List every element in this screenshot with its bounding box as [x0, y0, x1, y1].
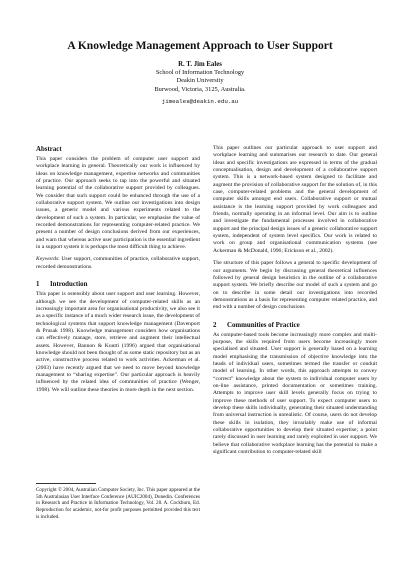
footnote-rule — [36, 483, 96, 484]
left-column — [36, 145, 200, 394]
copyright-notice: Copyright © 2004, Australian Computer Society, Inc. This paper appeared at the 5th Australasian User Interface Conference (AUIC2004), Dunedin. Conferences in Research and Practice in Information Technology, Vol. 28. A. Cockburn, Ed. Reproduction for academic, not-for profit purposes permitted provided this text is included. — [36, 487, 200, 520]
intro-paragraph: This paper outlines our particular approach to user support and workplace learning and summarises our research to date. Our general ideas and specific investigations are expressed in terms of the gradual conceptualisation, design and development of a collaborative support system. This is a network-based system designed to facilitate and augment the provision of collaborative support for the solution of, in this case, computer-related problems and the general development of computer skills amongst end users. Collaborative support or mutual assistance is the learning support provided by work colleagues and friends, normally operating in an informal level. Our aim is to outline and investigate the fundamental processes involved in collaborative support and the principal design issues of a generic collaborative support system, independent of system level specifics. Our work is related to work on group and organisational communication systems (see Ackerman & McDonald, 1996; Erickson et al., 2002). — [213, 145, 377, 254]
section-2-number: 2 — [213, 321, 217, 329]
paper-title: A Knowledge Management Approach to User Support — [67, 40, 333, 52]
right-column — [213, 145, 377, 456]
author-affiliation-1: School of Information Technology — [155, 69, 245, 77]
author-address: Burwood, Victoria, 3125, Australia. — [154, 85, 246, 93]
section-2-heading — [213, 321, 377, 330]
abstract-body: This paper considers the problem of computer user support and workplace learning in general. Theoretically our work is influenced by ideas on knowledge management, expertise networks and communities of practice. Our approach seeks to tap into the powerful and situated learning potential of the collaborative support provided by colleagues. We consider that such support could be enhanced through the use of a collaborative support system. We outline our investigations into design issues, a generic model and various experiments related to the development of such a system. In particular, we emphasise the value of recorded demonstrations for representing computer-related practice. We present a number of design conclusions derived from our experiences, and warn that whereas active user participation is the essential ingredient in a support system it is perhaps the most difficult thing to achieve. — [36, 156, 200, 251]
abstract-heading: Abstract — [36, 146, 62, 153]
keywords-text: : User support, communities of practice, collaborative support, recorded demonstrations. — [36, 256, 200, 270]
structure-paragraph: The structure of this paper follows a general to specific development of our arguments. We begin by discussing general theoretical influences followed by general design heuristics in the outline of a collaborative support system. We briefly describe our model of such a system and go on to describe in some detail our investigations into recorded demonstrations as a basis for representing computer related practice, and end with a number of design conclusions — [213, 260, 377, 311]
author-email: jimeales@deakin.edu.au — [161, 97, 239, 105]
section-1-number: 1 — [36, 281, 40, 289]
keywords-label: Keywords — [36, 256, 59, 263]
author-block — [60, 61, 340, 106]
section-2-title: Communities of Practice — [227, 321, 300, 329]
section-1-body: This paper is ostensibly about user support and user learning. However, although we see the development of computer-related skills as an increasingly important area for organisational productivity, we also see it as a specific instance of a much wider research issue, the development of technological systems that support knowledge management (Davenport & Prusak 1998). Knowledge management considers how organisations can effectively manage, store, retrieve and augment their intellectual assets. However, Bannon & Kuutti (1996) argued that organisational knowledge should not been thought of as some static repository but as an active, constructive process related to work activities. Ackerman et al. (2003) have recently argued that we need to move beyond knowledge management to “sharing expertise”. Our particular approach is heavily influenced by the related idea of communities of practice (Wenger, 1998). We will outline these theories in more depth in the next section. — [36, 291, 200, 393]
keywords — [36, 256, 200, 271]
section-1-title: Introduction — [50, 281, 88, 289]
section-1-heading — [36, 280, 200, 289]
author-name: R. T. Jim Eales — [178, 61, 222, 68]
author-affiliation-2: Deakin University — [176, 77, 224, 85]
section-2-body: As computer-based tools become increasingly more complex and multi-purpose, the skills required from users become increasingly more specialised and situated. User support is generally based on a learning model emphasising the transmission of objective knowledge into the heads of individual users, sometimes termed the transfer or conduit model of learning. In other words, this approach attempts to convey “correct” knowledge about the system to individual computer users by on-line assistance, printed documentation or sometimes training. Attempts to improve user skill levels generally focus on trying to improve these methods of user support. To expect computer users to develop these skills individually, generating their situated understanding from universal instruction is unrealistic. Of course, users do not develop these skills in isolation, they invariably make use of informal collaborative opportunities to develop their situated expertise; a point rarely discussed in user learning and rarely exploited in user support. We believe that collaborative workplace learning has the potential to make a significant contribution to computer-related skill — [213, 331, 377, 456]
